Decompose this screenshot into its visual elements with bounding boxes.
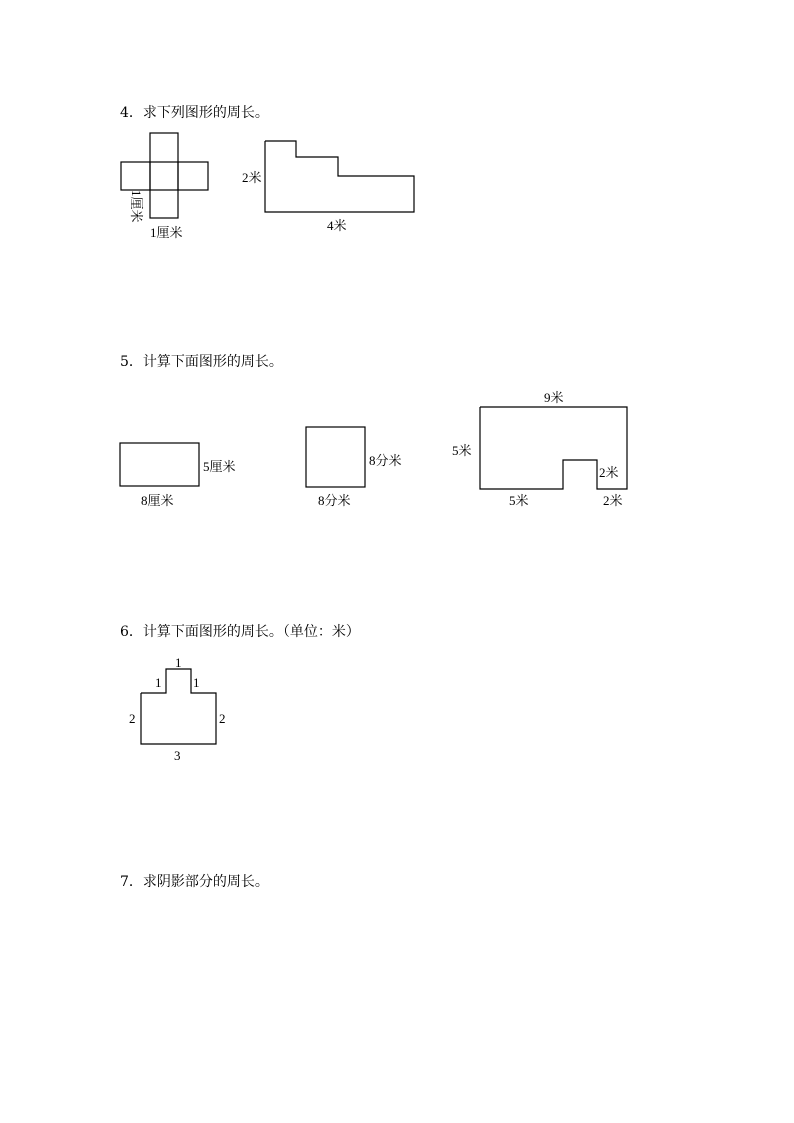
notched-figure xyxy=(452,390,627,508)
notched-bottom-right-label: 2米 xyxy=(603,493,623,508)
question-7-text: 7．求阴影部分的周长。 xyxy=(120,874,269,890)
t-shape-top-label: 1 xyxy=(175,655,182,670)
cross-side-label: 1厘米 xyxy=(129,190,144,223)
question-4-text: 4．求下列图形的周长。 xyxy=(120,105,269,121)
t-shape-top-left-label: 1 xyxy=(155,675,162,690)
square-figure xyxy=(306,427,402,508)
notched-bottom-left-label: 5米 xyxy=(509,493,529,508)
staircase-width-label: 4米 xyxy=(327,218,347,233)
question-6-text: 6．计算下面图形的周长。（单位：米） xyxy=(120,624,360,640)
cross-figure xyxy=(121,133,208,240)
square-bottom-label: 8分米 xyxy=(318,493,351,508)
notched-top-label: 9米 xyxy=(544,390,564,405)
notched-notch-height-label: 2米 xyxy=(599,465,619,480)
rectangle-figure xyxy=(120,443,236,508)
rectangle-width-label: 8厘米 xyxy=(141,493,174,508)
t-shape-top-right-label: 1 xyxy=(193,675,200,690)
staircase-height-label: 2米 xyxy=(242,170,262,185)
staircase-figure xyxy=(242,141,414,233)
question-5-text: 5．计算下面图形的周长。 xyxy=(120,354,283,370)
square-side-label: 8分米 xyxy=(369,453,402,468)
notched-left-label: 5米 xyxy=(452,443,472,458)
cross-bottom-label: 1厘米 xyxy=(150,225,183,240)
t-shape-left-label: 2 xyxy=(129,711,136,726)
t-shape-bottom-label: 3 xyxy=(174,748,181,763)
t-shape-figure xyxy=(129,655,226,763)
rectangle-height-label: 5厘米 xyxy=(203,459,236,474)
t-shape-right-label: 2 xyxy=(219,711,226,726)
